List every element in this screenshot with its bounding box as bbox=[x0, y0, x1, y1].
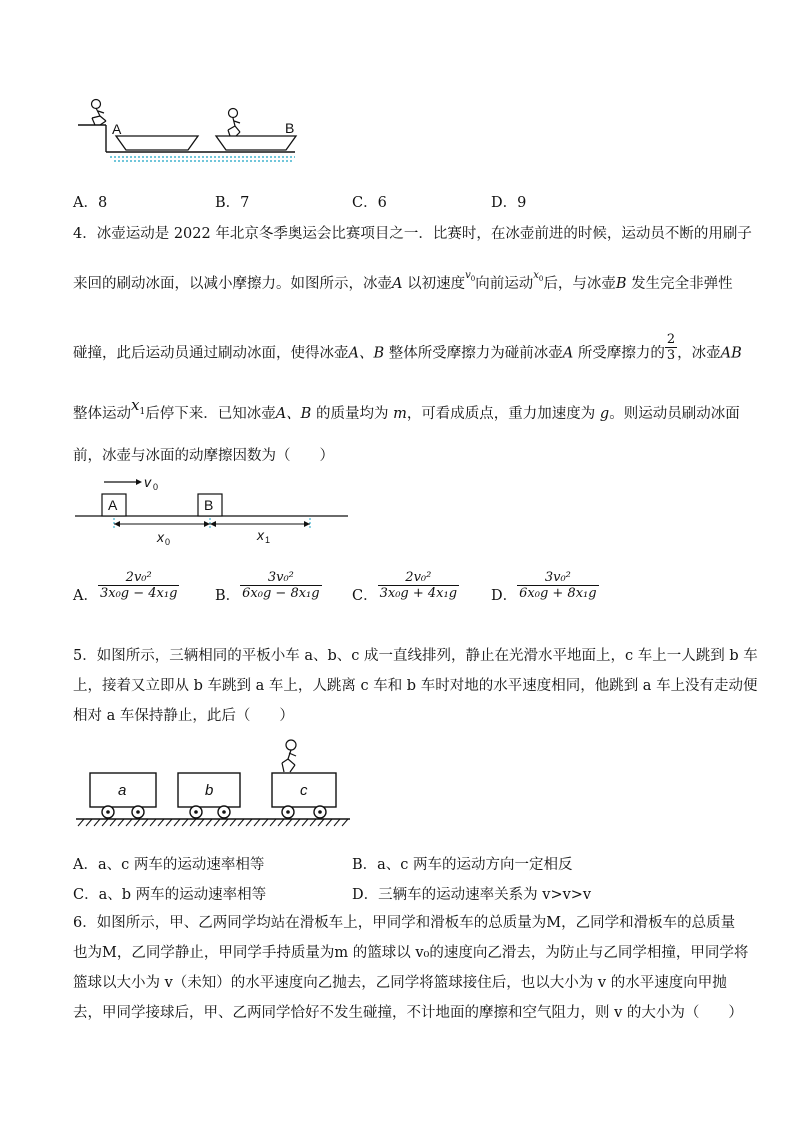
person-b-icon bbox=[228, 109, 240, 137]
q4-option-d[interactable]: D． $\frac{\text{3v₀²}}{\text{6x₀g + 8x₁g}}$ bbox=[491, 570, 597, 604]
q6-line-2: 也为M，乙同学静止，甲同学手持质量为m 的篮球以 v₀的速度向乙滑去，为防止与乙同学相撞，甲同学将 bbox=[73, 945, 749, 961]
box-b-label: B bbox=[204, 497, 214, 513]
q4-option-a[interactable]: A． $\frac{\text{2v₀²}}{\text{3x₀g − 4x₁g}}$ bbox=[73, 570, 178, 604]
curling-diagram bbox=[70, 470, 360, 546]
fraction-two-thirds: $\frac{2}{3}$ bbox=[666, 332, 676, 363]
person-a-icon bbox=[92, 100, 107, 126]
q6-line-4: 去，甲同学接球后，甲、乙两同学恰好不发生碰撞，不计地面的摩擦和空气阻力，则 v 的大小为（ ） bbox=[73, 1005, 743, 1021]
svg-text:0: 0 bbox=[165, 537, 171, 546]
q5-option-c[interactable]: C．a、b 两车的运动速率相等 bbox=[73, 887, 267, 903]
box-a-label: A bbox=[108, 497, 118, 513]
q3-option-c[interactable]: C．6 bbox=[352, 195, 387, 211]
label-b: B bbox=[285, 120, 295, 136]
q6-line-3: 篮球以大小为 v（未知）的水平速度向乙抛去，乙同学将篮球接住后，也以大小为 v 的水平速度向甲抛 bbox=[73, 975, 727, 991]
carts-diagram bbox=[70, 735, 360, 830]
q5-option-a[interactable]: A．a、c 两车的运动速率相等 bbox=[73, 857, 265, 873]
q4-line-3: 碰撞，此后运动员通过刷动冰面，使得冰壶A、B 整体所受摩擦力为碰前冰壶A 所受摩擦力的 $\frac{2}{3}$ ，冰壶AB bbox=[73, 332, 742, 363]
svg-text:1: 1 bbox=[265, 535, 271, 545]
q4-line-2: 来回的刷动冰面，以减小摩擦力。如图所示，冰壶A 以初速度$^{v_0}$向前运动$^{x_0}$后，与冰壶B 发生完全非弹性 bbox=[73, 270, 733, 292]
q4-option-c[interactable]: C． $\frac{\text{2v₀²}}{\text{3x₀g + 4x₁g}}$ bbox=[352, 570, 458, 604]
q3-option-d[interactable]: D．9 bbox=[491, 195, 527, 211]
q4-line-5: 前，冰壶与冰面的动摩擦因数为（ ） bbox=[73, 448, 334, 464]
q4-line-1: 4．冰壶运动是 2022 年北京冬季奥运会比赛项目之一．比赛时，在冰壶前进的时候，运动员不断的用刷子 bbox=[73, 226, 752, 242]
q6-line-1: 6．如图所示，甲、乙两同学均站在滑板车上，甲同学和滑板车的总质量为M，乙同学和滑板车的总质量 bbox=[73, 915, 736, 931]
q5-line-1: 5．如图所示，三辆相同的平板小车 a、b、c 成一直线排列，静止在光滑水平地面上，c 车上一人跳到 b 车 bbox=[73, 648, 758, 664]
v0-label: v bbox=[144, 474, 151, 490]
cart-c-label: c bbox=[300, 782, 308, 799]
svg-text:0: 0 bbox=[153, 482, 159, 492]
q5-line-2: 上，接着又立即从 b 车跳到 a 车上，人跳离 c 车和 b 车时对地的水平速度相同，他跳到 a 车上没有走动便 bbox=[73, 678, 758, 694]
q4-line-4: 整体运动$x_1$后停下来．已知冰壶A、B 的质量均为 m，可看成质点，重力加速度为 g。则运动员刷动冰面 bbox=[73, 396, 740, 422]
label-a: A bbox=[112, 121, 122, 137]
q3-option-b[interactable]: B．7 bbox=[215, 195, 250, 211]
q5-option-d[interactable]: D．三辆车的运动速率关系为 v>v>v bbox=[352, 887, 592, 903]
q3-option-a[interactable]: A．8 bbox=[73, 195, 108, 211]
q5-line-3: 相对 a 车保持静止，此后（ ） bbox=[73, 708, 294, 724]
q4-option-b[interactable]: B． $\frac{\text{3v₀²}}{\text{6x₀g − 8x₁g}}$ bbox=[215, 570, 320, 604]
cart-b-label: b bbox=[205, 782, 214, 799]
q5-option-b[interactable]: B．a、c 两车的运动方向一定相反 bbox=[352, 857, 573, 873]
x0-label: x bbox=[157, 529, 164, 545]
boats-diagram bbox=[70, 92, 310, 167]
person-jumping-icon bbox=[282, 740, 296, 772]
x1-label: x bbox=[257, 527, 264, 543]
cart-a-label: a bbox=[118, 782, 127, 799]
